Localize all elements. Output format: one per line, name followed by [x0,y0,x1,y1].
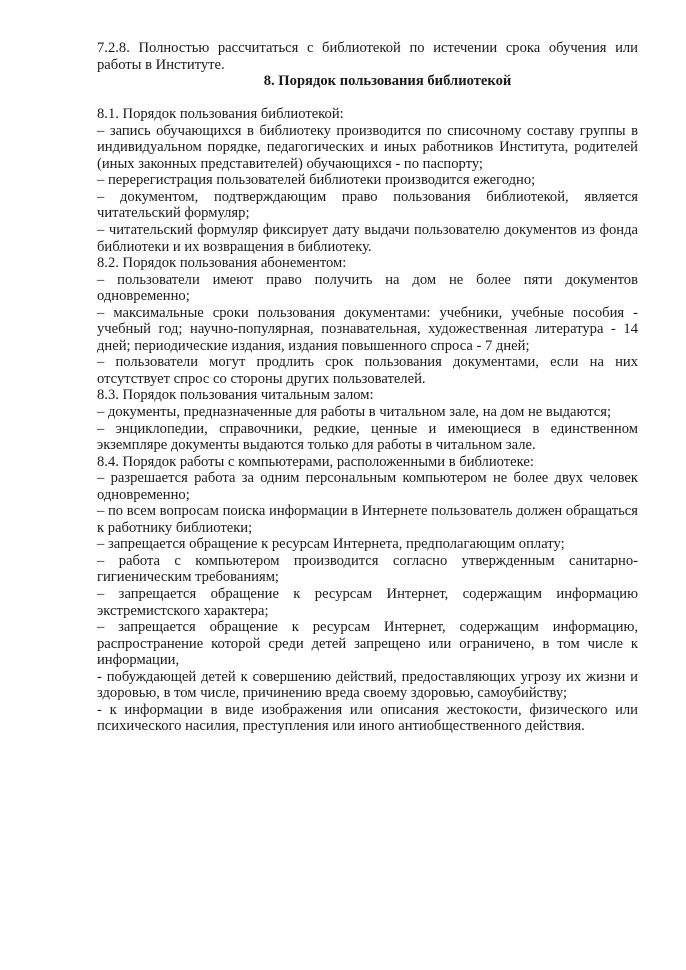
list-item: – запрещается обращение к ресурсам Интернет, содержащим информацию экстремистского характера; [97,586,638,619]
list-item: – пользователи могут продлить срок пользования документами, если на них отсутствует спрос со стороны других пользователей. [97,354,638,387]
list-item: – документы, предназначенные для работы в читальном зале, на дом не выдаются; [97,403,612,420]
document-page [97,40,638,735]
paragraph-8-3-title: 8.3. Порядок пользования читальным залом: [97,387,374,404]
list-item: – работа с компьютером производится согласно утвержденным санитарно-гигиеническим требованиям; [97,552,638,586]
list-item: – пользователи имеют право получить на дом не более пяти документов одновременно; [97,271,638,305]
list-item: – максимальные сроки пользования документами: учебники, учебные пособия - учебный год; научно-популярная, познавательная, художественная литература - 14 дней; периодические издания, издания повышенного спроса - 7 дней; [97,304,638,354]
section-heading: 8. Порядок пользования библиотекой [263,73,512,90]
paragraph-7-2-8: 7.2.8. Полностью рассчитаться с библиотекой по истечении срока обучения или работы в Институте. [97,40,638,73]
paragraph-8-4-title: 8.4. Порядок работы с компьютерами, расположенными в библиотеке: [97,453,534,470]
list-item: - к информации в виде изображения или описания жестокости, физического или психического насилия, преступления или иного антиобщественного действия. [97,701,638,735]
list-item: – перерегистрация пользователей библиотеки производится ежегодно; [97,172,536,189]
list-item: – запрещается обращение к ресурсам Интернета, предполагающим оплату; [97,536,565,553]
spacer [97,90,638,107]
list-item: - побуждающей детей к совершению действий, предоставляющих угрозу их жизни и здоровью, в том числе, причинению вреда своему здоровью, самоубийству; [97,668,638,702]
list-item: – по всем вопросам поиска информации в Интернете пользователь должен обращаться к работнику библиотеки; [97,503,638,536]
list-item: – энциклопедии, справочники, редкие, ценные и имеющиеся в единственном экземпляре документы выдаются только для работы в читальном зале. [97,420,638,454]
list-item: – запрещается обращение к ресурсам Интернет, содержащим информацию, распространение которой среди детей запрещено или ограничено, в том числе к информации, [97,619,638,669]
list-item: – запись обучающихся в библиотеку производится по списочному составу группы в индивидуальном порядке, педагогических и иных работников Института, родителей (иных законных представителей) обучающихся - по паспорту; [97,122,638,172]
paragraph-8-1-title: 8.1. Порядок пользования библиотекой: [97,106,344,123]
list-item: – документом, подтверждающим право пользования библиотекой, является читательский формуляр; [97,188,638,222]
list-item: – разрешается работа за одним персональным компьютером не более двух человек одновременно; [97,470,638,503]
list-item: – читательский формуляр фиксирует дату выдачи пользователю документов из фонда библиотеки и их возвращения в библиотеку. [97,221,638,255]
paragraph-8-2-title: 8.2. Порядок пользования абонементом: [97,255,347,272]
